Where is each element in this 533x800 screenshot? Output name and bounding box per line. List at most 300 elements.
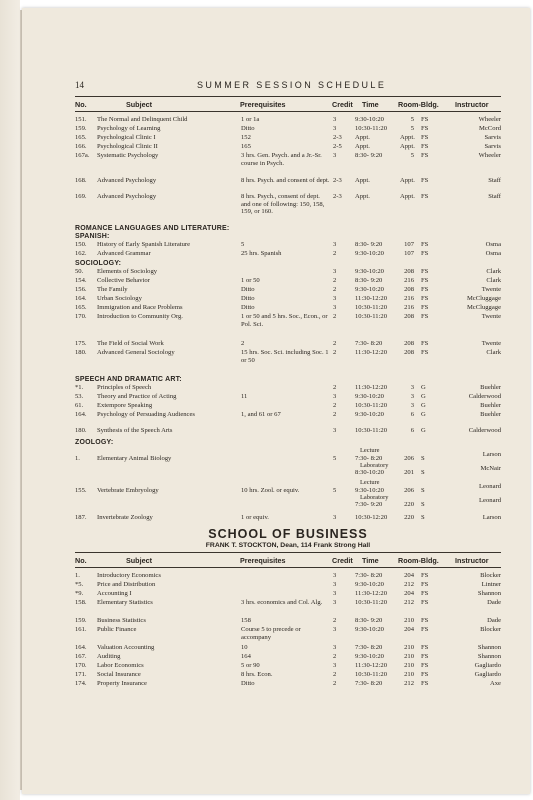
course-subject: The Normal and Delinquent Child [97,116,188,123]
course-number: 187. [75,514,87,521]
table-row [75,411,501,427]
column-headers [75,97,501,111]
course-subject: Vertebrate Embryology [97,487,159,494]
table-row [75,447,501,479]
course-credit: 2 [333,653,337,660]
course-prerequisites: 1, and 61 or 67 [241,411,281,418]
lecture-label: Lecture [360,479,380,486]
course-room: 220 [404,514,414,521]
section-heading-romance-languages: ROMANCE LANGUAGES AND LITERATURE: [75,225,230,232]
course-building: G [421,402,426,409]
course-instructor: McCluggage [466,295,501,302]
table-row [75,277,501,286]
course-time: 10:30-11:20 [355,402,387,409]
table-row [75,402,501,411]
course-room: 107 [404,250,414,257]
course-number: 61. [75,402,84,409]
table-row [75,653,501,662]
course-instructor: Shannon [477,653,501,660]
course-instructor: Sarvis [484,143,501,150]
course-building: FS [421,671,429,678]
table-row [75,143,501,152]
course-credit: 2 [333,617,337,624]
course-prerequisites: 1 or 50 [241,277,260,284]
col-room: Room-Bldg. [398,100,439,109]
course-number: 162. [75,250,87,257]
course-time: 11:30-12:20 [355,662,387,669]
course-room: 208 [404,313,414,320]
course-subject: Advanced Psychology [97,193,157,200]
course-building: G [421,427,426,434]
course-instructor: Gagliardo [474,662,501,669]
course-number: 167a. [75,152,90,159]
laboratory-label: Laboratory [360,494,389,501]
course-room: 210 [404,644,414,651]
course-room: 3 [410,384,414,391]
col-prereq: Prerequisites [240,100,286,109]
course-building: FS [421,572,429,579]
page-header [75,80,501,96]
course-subject: Price and Distribution [97,581,156,588]
course-room: 210 [404,671,414,678]
course-time: 10:30-11:20 [355,671,387,678]
course-number: 180. [75,427,87,434]
table-row [75,295,501,304]
course-room: 216 [404,295,414,302]
lecture-time: 9:30-10:20 [355,487,384,494]
course-building: FS [421,177,429,184]
course-subject: Valuation Accounting [97,644,155,651]
course-credit: 2-5 [333,143,342,150]
course-room: 208 [404,286,414,293]
course-room: 204 [404,626,414,633]
course-instructor: Larson [482,514,501,521]
course-room: 107 [404,241,414,248]
course-subject: Collective Behavior [97,277,150,284]
course-subject: Property Insurance [97,680,147,687]
course-credit: 3 [333,581,337,588]
course-room: Appt. [400,134,415,141]
course-instructor: Axe [490,680,501,687]
table-row [75,590,501,599]
course-building: FS [421,134,429,141]
course-room: 212 [404,599,414,606]
course-number: 161. [75,626,87,633]
course-prerequisites: Ditto [241,304,255,311]
table-row [75,116,501,125]
table-row [75,662,501,671]
course-number: 171. [75,671,87,678]
schedule-content [75,80,501,689]
table-row [75,349,501,373]
table-row [75,384,501,393]
course-time: Appt. [355,177,370,184]
course-building: FS [421,653,429,660]
course-number: 164. [75,295,87,302]
course-credit: 2 [333,313,337,320]
course-credit: 2 [333,286,337,293]
course-credit: 3 [333,268,337,275]
course-room: 6 [410,427,414,434]
course-time: 9:30-10:20 [355,250,384,257]
lecture-room: 206 [404,455,414,462]
course-time: 9:30-10:20 [355,268,384,275]
course-room: Appt. [400,177,415,184]
section-heading-sociology: SOCIOLOGY: [75,260,122,267]
course-building: FS [421,268,429,275]
course-prerequisites: 5 or 90 [241,662,260,669]
course-number: 156. [75,286,87,293]
table-row [75,177,501,193]
course-credit: 3 [333,295,337,302]
course-time: 9:30-10:20 [355,116,384,123]
course-prerequisites: 8 hrs. Psych. and consent of dept. [241,177,330,184]
course-building: FS [421,617,429,624]
course-instructor: Buehler [480,402,501,409]
course-instructor: Clark [486,277,501,284]
table-row [75,680,501,689]
course-prerequisites: Ditto [241,680,255,687]
table-row [75,479,501,511]
table-row [75,304,501,313]
page-edge [0,0,20,800]
business-table [75,572,501,689]
laboratory-building: S [421,469,425,476]
course-room: Appt. [400,193,415,200]
course-instructor: McCord [479,125,501,132]
course-credit: 3 [333,644,337,651]
course-table [75,116,501,524]
course-time: Appt. [355,143,370,150]
course-subject: Auditing [97,653,121,660]
course-subject: Psychology of Learning [97,125,161,132]
table-row [75,427,501,436]
course-credit: 3 [333,514,337,521]
course-number: 170. [75,662,87,669]
course-instructor: Buehler [480,411,501,418]
course-subject: Accounting I [97,590,132,597]
course-prerequisites: 10 [241,644,248,651]
business-dean: FRANK T. STOCKTON, Dean, 114 Frank Strong Hall [205,542,371,549]
course-credit: 2 [333,671,337,678]
laboratory-building: S [421,501,425,508]
course-credit: 2-3 [333,177,342,184]
course-credit: 3 [333,125,337,132]
course-number: 165. [75,304,87,311]
course-prerequisites: Course 5 to precede or accompany [241,626,301,641]
course-building: S [421,514,425,521]
course-time: 11:30-12:20 [355,295,387,302]
col-prereq: Prerequisites [240,556,286,565]
course-time: 8:30- 9:20 [355,277,383,284]
course-instructor: Twente [481,286,501,293]
course-prerequisites: 1 or 1a [241,116,260,123]
course-credit: 3 [333,572,337,579]
course-building: FS [421,304,429,311]
course-credit: 5 [333,455,337,462]
course-subject: Principles of Speech [97,384,152,391]
course-instructor: Lintner [481,581,501,588]
page-title: SUMMER SESSION SCHEDULE [197,80,387,90]
business-rule [75,567,501,568]
laboratory-label: Laboratory [360,462,389,469]
lecture-building: S [421,487,425,494]
laboratory-instructor: Leonard [479,497,501,504]
course-building: FS [421,590,429,597]
course-number: 159. [75,617,87,624]
course-credit: 2 [333,411,337,418]
course-time: 11:30-12:20 [355,590,387,597]
course-time: 11:30-12:20 [355,384,387,391]
course-building: FS [421,277,429,284]
course-subject: Extempore Speaking [97,402,153,409]
course-number: 169. [75,193,87,200]
course-credit: 2-3 [333,193,342,200]
col-time: Time [362,556,379,565]
course-time: 7:30- 8:20 [355,340,383,347]
course-instructor: Sarvis [484,134,501,141]
table-row [75,599,501,615]
table-row [75,286,501,295]
course-room: 3 [410,393,414,400]
course-room: 208 [404,340,414,347]
course-subject: Psychological Clinic I [97,134,156,141]
course-instructor: Wheeler [478,116,501,123]
course-time: 7:30- 8:20 [355,644,383,651]
table-row [75,393,501,402]
course-subject: Elements of Sociology [97,268,158,275]
course-prerequisites: 8 hrs. Econ. [241,671,273,678]
course-subject: Public Finance [97,626,137,633]
lecture-label: Lecture [360,447,380,454]
course-number: 158. [75,599,87,606]
course-subject: Psychology of Persuading Audiences [97,411,195,418]
course-instructor: Wheeler [478,152,501,159]
course-credit: 3 [333,626,337,633]
course-building: FS [421,313,429,320]
laboratory-time: 7:30- 9:20 [355,501,383,508]
col-no: No. [75,100,87,109]
course-instructor: Twente [481,340,501,347]
col-instructor: Instructor [455,100,489,109]
course-building: FS [421,644,429,651]
course-instructor: Calderwood [468,427,501,434]
course-building: G [421,393,426,400]
course-room: 210 [404,653,414,660]
course-subject: Social Insurance [97,671,141,678]
course-building: FS [421,295,429,302]
table-row [75,617,501,626]
course-building: FS [421,143,429,150]
course-building: FS [421,152,429,159]
course-prerequisites: 11 [241,393,248,400]
course-subject: Urban Sociology [97,295,142,302]
table-row [75,626,501,642]
col-no: No. [75,556,87,565]
course-room: 6 [410,411,414,418]
course-credit: 2-3 [333,134,342,141]
laboratory-room: 201 [404,469,414,476]
table-row [75,581,501,590]
course-number: 165. [75,134,87,141]
course-instructor: Shannon [477,644,501,651]
course-prerequisites: 164 [241,653,251,660]
course-instructor: Clark [486,349,501,356]
course-subject: Theory and Practice of Acting [97,393,177,400]
course-time: 10:30-12:20 [355,514,388,521]
course-number: 150. [75,241,87,248]
table-row [75,268,501,277]
course-prerequisites: 25 hrs. Spanish [241,250,282,257]
course-room: 208 [404,268,414,275]
table-row [75,340,501,349]
course-room: 3 [410,402,414,409]
course-prerequisites: 15 hrs. Soc. Sci. including Soc. 1 or 50 [241,349,329,364]
course-credit: 5 [333,487,337,494]
course-number: 166. [75,143,87,150]
course-instructor: McCluggage [466,304,501,311]
course-subject: Systematic Psychology [97,152,159,159]
course-subject: Introductory Economics [97,572,161,579]
table-row [75,152,501,177]
section-heading-speech: SPEECH AND DRAMATIC ART: [75,376,182,383]
section-heading-zoology: ZOOLOGY: [75,439,114,446]
course-instructor: Twente [481,313,501,320]
course-subject: Advanced Grammar [97,250,151,257]
course-number: 1. [75,572,80,579]
course-credit: 2 [333,680,337,687]
course-credit: 3 [333,427,337,434]
course-building: FS [421,241,429,248]
course-subject: The Family [97,286,128,293]
course-number: 164. [75,644,87,651]
course-prerequisites: 3 hrs. economics and Col. Alg. [241,599,323,606]
course-instructor: Blocker [480,572,501,579]
table-row [75,193,501,222]
lecture-building: S [421,455,425,462]
course-building: FS [421,250,429,257]
course-time: Appt. [355,134,370,141]
table-row [75,644,501,653]
course-subject: Synthesis of the Speech Arts [97,427,173,434]
laboratory-room: 220 [404,501,414,508]
course-prerequisites: 8 hrs. Psych., consent of dept. and one of following: 150, 158, 159, or 160. [241,193,325,216]
course-time: 9:30-10:20 [355,581,384,588]
course-credit: 3 [333,599,337,606]
course-room: 208 [404,349,414,356]
course-time: 9:30-10:20 [355,393,384,400]
col-subject: Subject [126,100,152,109]
course-instructor: Osma [485,250,501,257]
course-prerequisites: Ditto [241,125,255,132]
course-number: 151. [75,116,87,123]
course-room: 5 [410,125,414,132]
course-number: 170. [75,313,87,320]
course-room: 5 [410,116,414,123]
course-number: 168. [75,177,87,184]
course-time: 8:30- 9:20 [355,617,383,624]
course-number: 174. [75,680,87,687]
course-subject: Psychological Clinic II [97,143,158,150]
course-subject: Advanced Psychology [97,177,157,184]
course-building: FS [421,599,429,606]
course-prerequisites: 5 [241,241,245,248]
course-prerequisites: 3 hrs. Gen. Psych. and a Jr.-Sr. course in Psych. [241,152,322,167]
course-number: *9. [75,590,84,597]
course-room: 210 [404,662,414,669]
course-number: 164. [75,411,87,418]
course-building: FS [421,680,429,687]
course-credit: 3 [333,152,337,159]
business-column-headers [75,553,501,567]
table-row [75,125,501,134]
course-subject: Business Statistics [97,617,146,624]
course-number: *1. [75,384,84,391]
course-number: 155. [75,487,87,494]
course-number: 175. [75,340,87,347]
course-credit: 3 [333,241,337,248]
course-instructor: Osma [485,241,501,248]
course-building: FS [421,340,429,347]
course-subject: Invertebrate Zoology [97,514,153,521]
course-time: 10:30-11:20 [355,427,387,434]
course-prerequisites: Ditto [241,295,255,302]
course-number: 167. [75,653,87,660]
table-row [75,514,501,524]
course-instructor: Calderwood [468,393,501,400]
col-room: Room-Bldg. [398,556,439,565]
course-subject: History of Early Spanish Literature [97,241,191,248]
course-credit: 2 [333,402,337,409]
course-credit: 3 [333,304,337,311]
table-row [75,572,501,581]
course-credit: 2 [333,277,337,284]
course-room: Appt. [400,143,415,150]
course-instructor: Clark [486,268,501,275]
course-credit: 3 [333,393,337,400]
course-subject: Immigration and Race Problems [97,304,183,311]
page-number: 14 [75,80,84,90]
course-room: 204 [404,572,414,579]
course-prerequisites: Ditto [241,286,255,293]
course-time: Appt. [355,193,370,200]
course-time: 9:30-10:20 [355,411,384,418]
course-number: 154. [75,277,87,284]
course-time: 11:30-12:20 [355,349,387,356]
lecture-room: 206 [404,487,414,494]
course-number: 180. [75,349,87,356]
course-instructor: Blocker [480,626,501,633]
course-room: 216 [404,304,414,311]
course-building: FS [421,349,429,356]
course-time: 8:30- 9:20 [355,241,383,248]
course-time: 10:30-11:20 [355,599,387,606]
course-prerequisites: 152 [241,134,251,141]
course-subject: Introduction to Community Org. [97,313,183,320]
course-prerequisites: 158 [241,617,251,624]
course-room: 210 [404,617,414,624]
course-time: 7:30- 8:20 [355,572,383,579]
col-subject: Subject [126,556,152,565]
course-prerequisites: 1 or 50 and 5 hrs. Soc., Econ., or Pol. Sci. [241,313,328,328]
course-time: 9:30-10:20 [355,286,384,293]
course-building: FS [421,193,429,200]
laboratory-instructor: McNair [480,465,501,472]
course-room: 212 [404,581,414,588]
course-credit: 3 [333,662,337,669]
course-time: 7:30- 8:20 [355,680,383,687]
table-row [75,134,501,143]
